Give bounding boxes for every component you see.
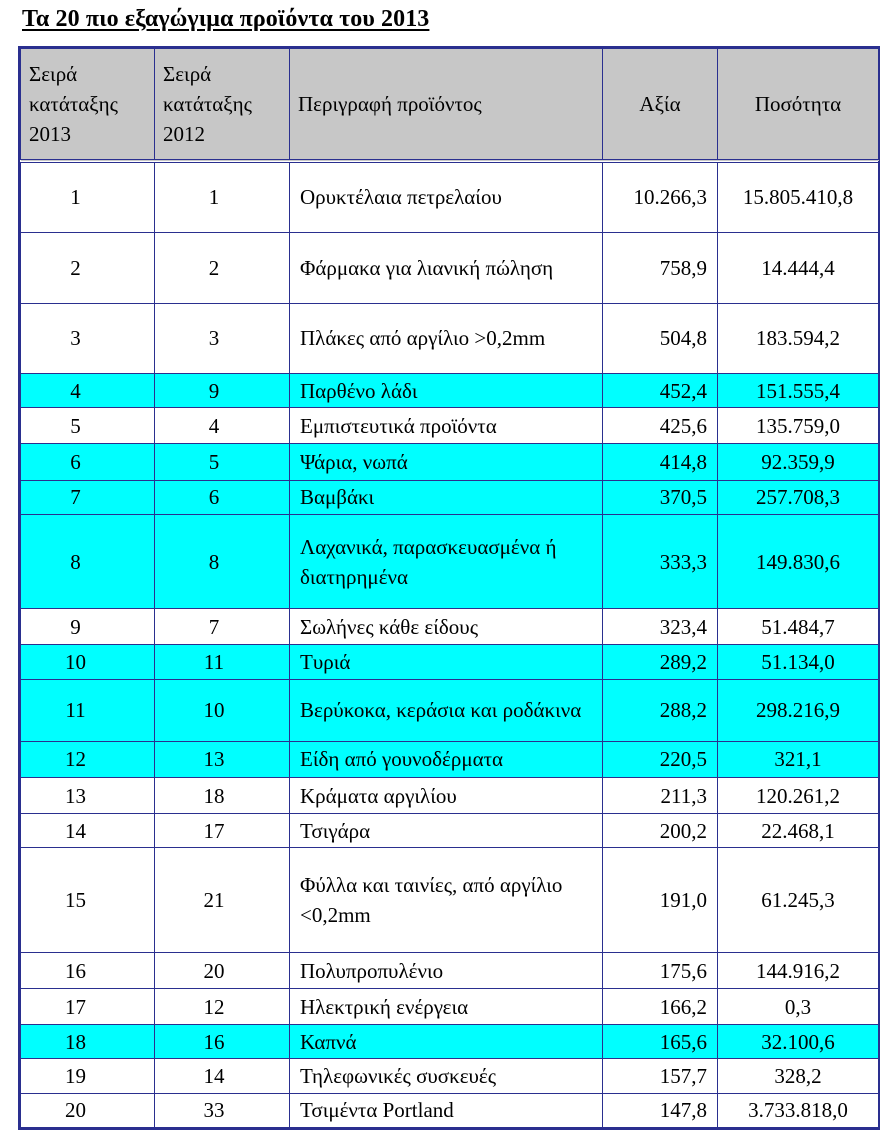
- cell-description: Τυριά: [290, 645, 603, 679]
- cell-rank-2013: 13: [21, 778, 155, 814]
- cell-rank-2012: 6: [155, 480, 290, 514]
- table-row: [21, 848, 879, 953]
- cell-quantity: 51.484,7: [718, 609, 879, 645]
- cell-value: 147,8: [603, 1093, 718, 1127]
- cell-rank-2012: 2: [155, 233, 290, 303]
- cell-rank-2013: 5: [21, 408, 155, 444]
- cell-rank-2012: 18: [155, 778, 290, 814]
- cell-rank-2013: 1: [21, 161, 155, 233]
- cell-value: 758,9: [603, 233, 718, 303]
- cell-rank-2013: 17: [21, 989, 155, 1025]
- exports-table: [18, 46, 880, 1130]
- cell-quantity: 92.359,9: [718, 444, 879, 480]
- cell-quantity: 3.733.818,0: [718, 1093, 879, 1127]
- table-row: [21, 778, 879, 814]
- cell-description: Εμπιστευτικά προϊόντα: [290, 408, 603, 444]
- cell-rank-2012: 33: [155, 1093, 290, 1127]
- table-row: [21, 609, 879, 645]
- cell-description: Πολυπροπυλένιο: [290, 952, 603, 988]
- cell-quantity: 183.594,2: [718, 303, 879, 373]
- cell-quantity: 321,1: [718, 741, 879, 777]
- cell-value: 333,3: [603, 514, 718, 608]
- table-row: [21, 514, 879, 608]
- table-header-row: [21, 49, 879, 161]
- cell-rank-2013: 11: [21, 679, 155, 741]
- cell-rank-2013: 14: [21, 814, 155, 848]
- cell-rank-2013: 4: [21, 374, 155, 408]
- cell-rank-2012: 9: [155, 374, 290, 408]
- table-row: [21, 161, 879, 233]
- cell-value: 200,2: [603, 814, 718, 848]
- cell-rank-2012: 16: [155, 1025, 290, 1059]
- cell-rank-2013: 3: [21, 303, 155, 373]
- cell-description: Πλάκες από αργίλιο >0,2mm: [290, 303, 603, 373]
- cell-rank-2013: 7: [21, 480, 155, 514]
- cell-rank-2013: 18: [21, 1025, 155, 1059]
- header-quantity: Ποσότητα: [718, 49, 879, 161]
- cell-description: Φάρμακα για λιανική πώληση: [290, 233, 603, 303]
- cell-description: Τσιμέντα Portland: [290, 1093, 603, 1127]
- cell-value: 414,8: [603, 444, 718, 480]
- header-rank-2012: Σειρά κατάταξης 2012: [155, 49, 290, 161]
- table-row: [21, 480, 879, 514]
- cell-rank-2013: 16: [21, 952, 155, 988]
- table-row: [21, 1025, 879, 1059]
- cell-rank-2012: 11: [155, 645, 290, 679]
- cell-value: 425,6: [603, 408, 718, 444]
- cell-rank-2012: 5: [155, 444, 290, 480]
- cell-value: 288,2: [603, 679, 718, 741]
- cell-description: Παρθένο λάδι: [290, 374, 603, 408]
- cell-quantity: 61.245,3: [718, 848, 879, 953]
- cell-rank-2013: 2: [21, 233, 155, 303]
- header-description: Περιγραφή προϊόντος: [290, 49, 603, 161]
- cell-description: Τηλεφωνικές συσκευές: [290, 1059, 603, 1093]
- cell-description: Λαχανικά, παρασκευασμένα ή διατηρημένα: [290, 514, 603, 608]
- cell-value: 175,6: [603, 952, 718, 988]
- cell-value: 504,8: [603, 303, 718, 373]
- cell-quantity: 135.759,0: [718, 408, 879, 444]
- cell-description: Είδη από γουνοδέρματα: [290, 741, 603, 777]
- cell-description: Βερύκοκα, κεράσια και ροδάκινα: [290, 679, 603, 741]
- cell-rank-2012: 13: [155, 741, 290, 777]
- table-row: [21, 233, 879, 303]
- cell-value: 165,6: [603, 1025, 718, 1059]
- cell-quantity: 328,2: [718, 1059, 879, 1093]
- cell-rank-2012: 20: [155, 952, 290, 988]
- table-body: [21, 161, 879, 1128]
- cell-value: 10.266,3: [603, 161, 718, 233]
- cell-quantity: 149.830,6: [718, 514, 879, 608]
- cell-value: 166,2: [603, 989, 718, 1025]
- table-row: [21, 374, 879, 408]
- cell-value: 220,5: [603, 741, 718, 777]
- cell-quantity: 15.805.410,8: [718, 161, 879, 233]
- table-row: [21, 952, 879, 988]
- cell-quantity: 298.216,9: [718, 679, 879, 741]
- cell-rank-2012: 14: [155, 1059, 290, 1093]
- table-row: [21, 1059, 879, 1093]
- cell-quantity: 14.444,4: [718, 233, 879, 303]
- cell-rank-2013: 12: [21, 741, 155, 777]
- cell-rank-2012: 3: [155, 303, 290, 373]
- cell-description: Ψάρια, νωπά: [290, 444, 603, 480]
- cell-description: Φύλλα και ταινίες, από αργίλιο <0,2mm: [290, 848, 603, 953]
- table-row: [21, 645, 879, 679]
- cell-value: 211,3: [603, 778, 718, 814]
- cell-rank-2012: 8: [155, 514, 290, 608]
- table-row: [21, 1093, 879, 1127]
- cell-description: Σωλήνες κάθε είδους: [290, 609, 603, 645]
- cell-quantity: 257.708,3: [718, 480, 879, 514]
- page-title: Τα 20 πιο εξαγώγιμα προϊόντα του 2013: [22, 6, 430, 32]
- cell-rank-2013: 8: [21, 514, 155, 608]
- cell-rank-2012: 7: [155, 609, 290, 645]
- cell-value: 370,5: [603, 480, 718, 514]
- cell-description: Ηλεκτρική ενέργεια: [290, 989, 603, 1025]
- cell-rank-2012: 1: [155, 161, 290, 233]
- table-row: [21, 814, 879, 848]
- cell-rank-2012: 21: [155, 848, 290, 953]
- cell-description: Βαμβάκι: [290, 480, 603, 514]
- cell-description: Κράματα αργιλίου: [290, 778, 603, 814]
- cell-description: Ορυκτέλαια πετρελαίου: [290, 161, 603, 233]
- cell-quantity: 22.468,1: [718, 814, 879, 848]
- cell-quantity: 32.100,6: [718, 1025, 879, 1059]
- cell-quantity: 144.916,2: [718, 952, 879, 988]
- cell-value: 323,4: [603, 609, 718, 645]
- cell-rank-2013: 9: [21, 609, 155, 645]
- cell-description: Καπνά: [290, 1025, 603, 1059]
- cell-value: 191,0: [603, 848, 718, 953]
- cell-value: 452,4: [603, 374, 718, 408]
- cell-rank-2012: 17: [155, 814, 290, 848]
- cell-rank-2013: 10: [21, 645, 155, 679]
- cell-description: Τσιγάρα: [290, 814, 603, 848]
- cell-quantity: 0,3: [718, 989, 879, 1025]
- table-row: [21, 444, 879, 480]
- table-row: [21, 408, 879, 444]
- cell-rank-2013: 19: [21, 1059, 155, 1093]
- cell-quantity: 151.555,4: [718, 374, 879, 408]
- cell-rank-2013: 20: [21, 1093, 155, 1127]
- header-value: Αξία: [603, 49, 718, 161]
- cell-rank-2012: 4: [155, 408, 290, 444]
- table-row: [21, 741, 879, 777]
- cell-quantity: 51.134,0: [718, 645, 879, 679]
- table-row: [21, 989, 879, 1025]
- cell-value: 157,7: [603, 1059, 718, 1093]
- table-row: [21, 303, 879, 373]
- cell-rank-2013: 6: [21, 444, 155, 480]
- header-rank-2013: Σειρά κατάταξης 2013: [21, 49, 155, 161]
- table-row: [21, 679, 879, 741]
- cell-rank-2013: 15: [21, 848, 155, 953]
- cell-value: 289,2: [603, 645, 718, 679]
- cell-quantity: 120.261,2: [718, 778, 879, 814]
- cell-rank-2012: 12: [155, 989, 290, 1025]
- cell-rank-2012: 10: [155, 679, 290, 741]
